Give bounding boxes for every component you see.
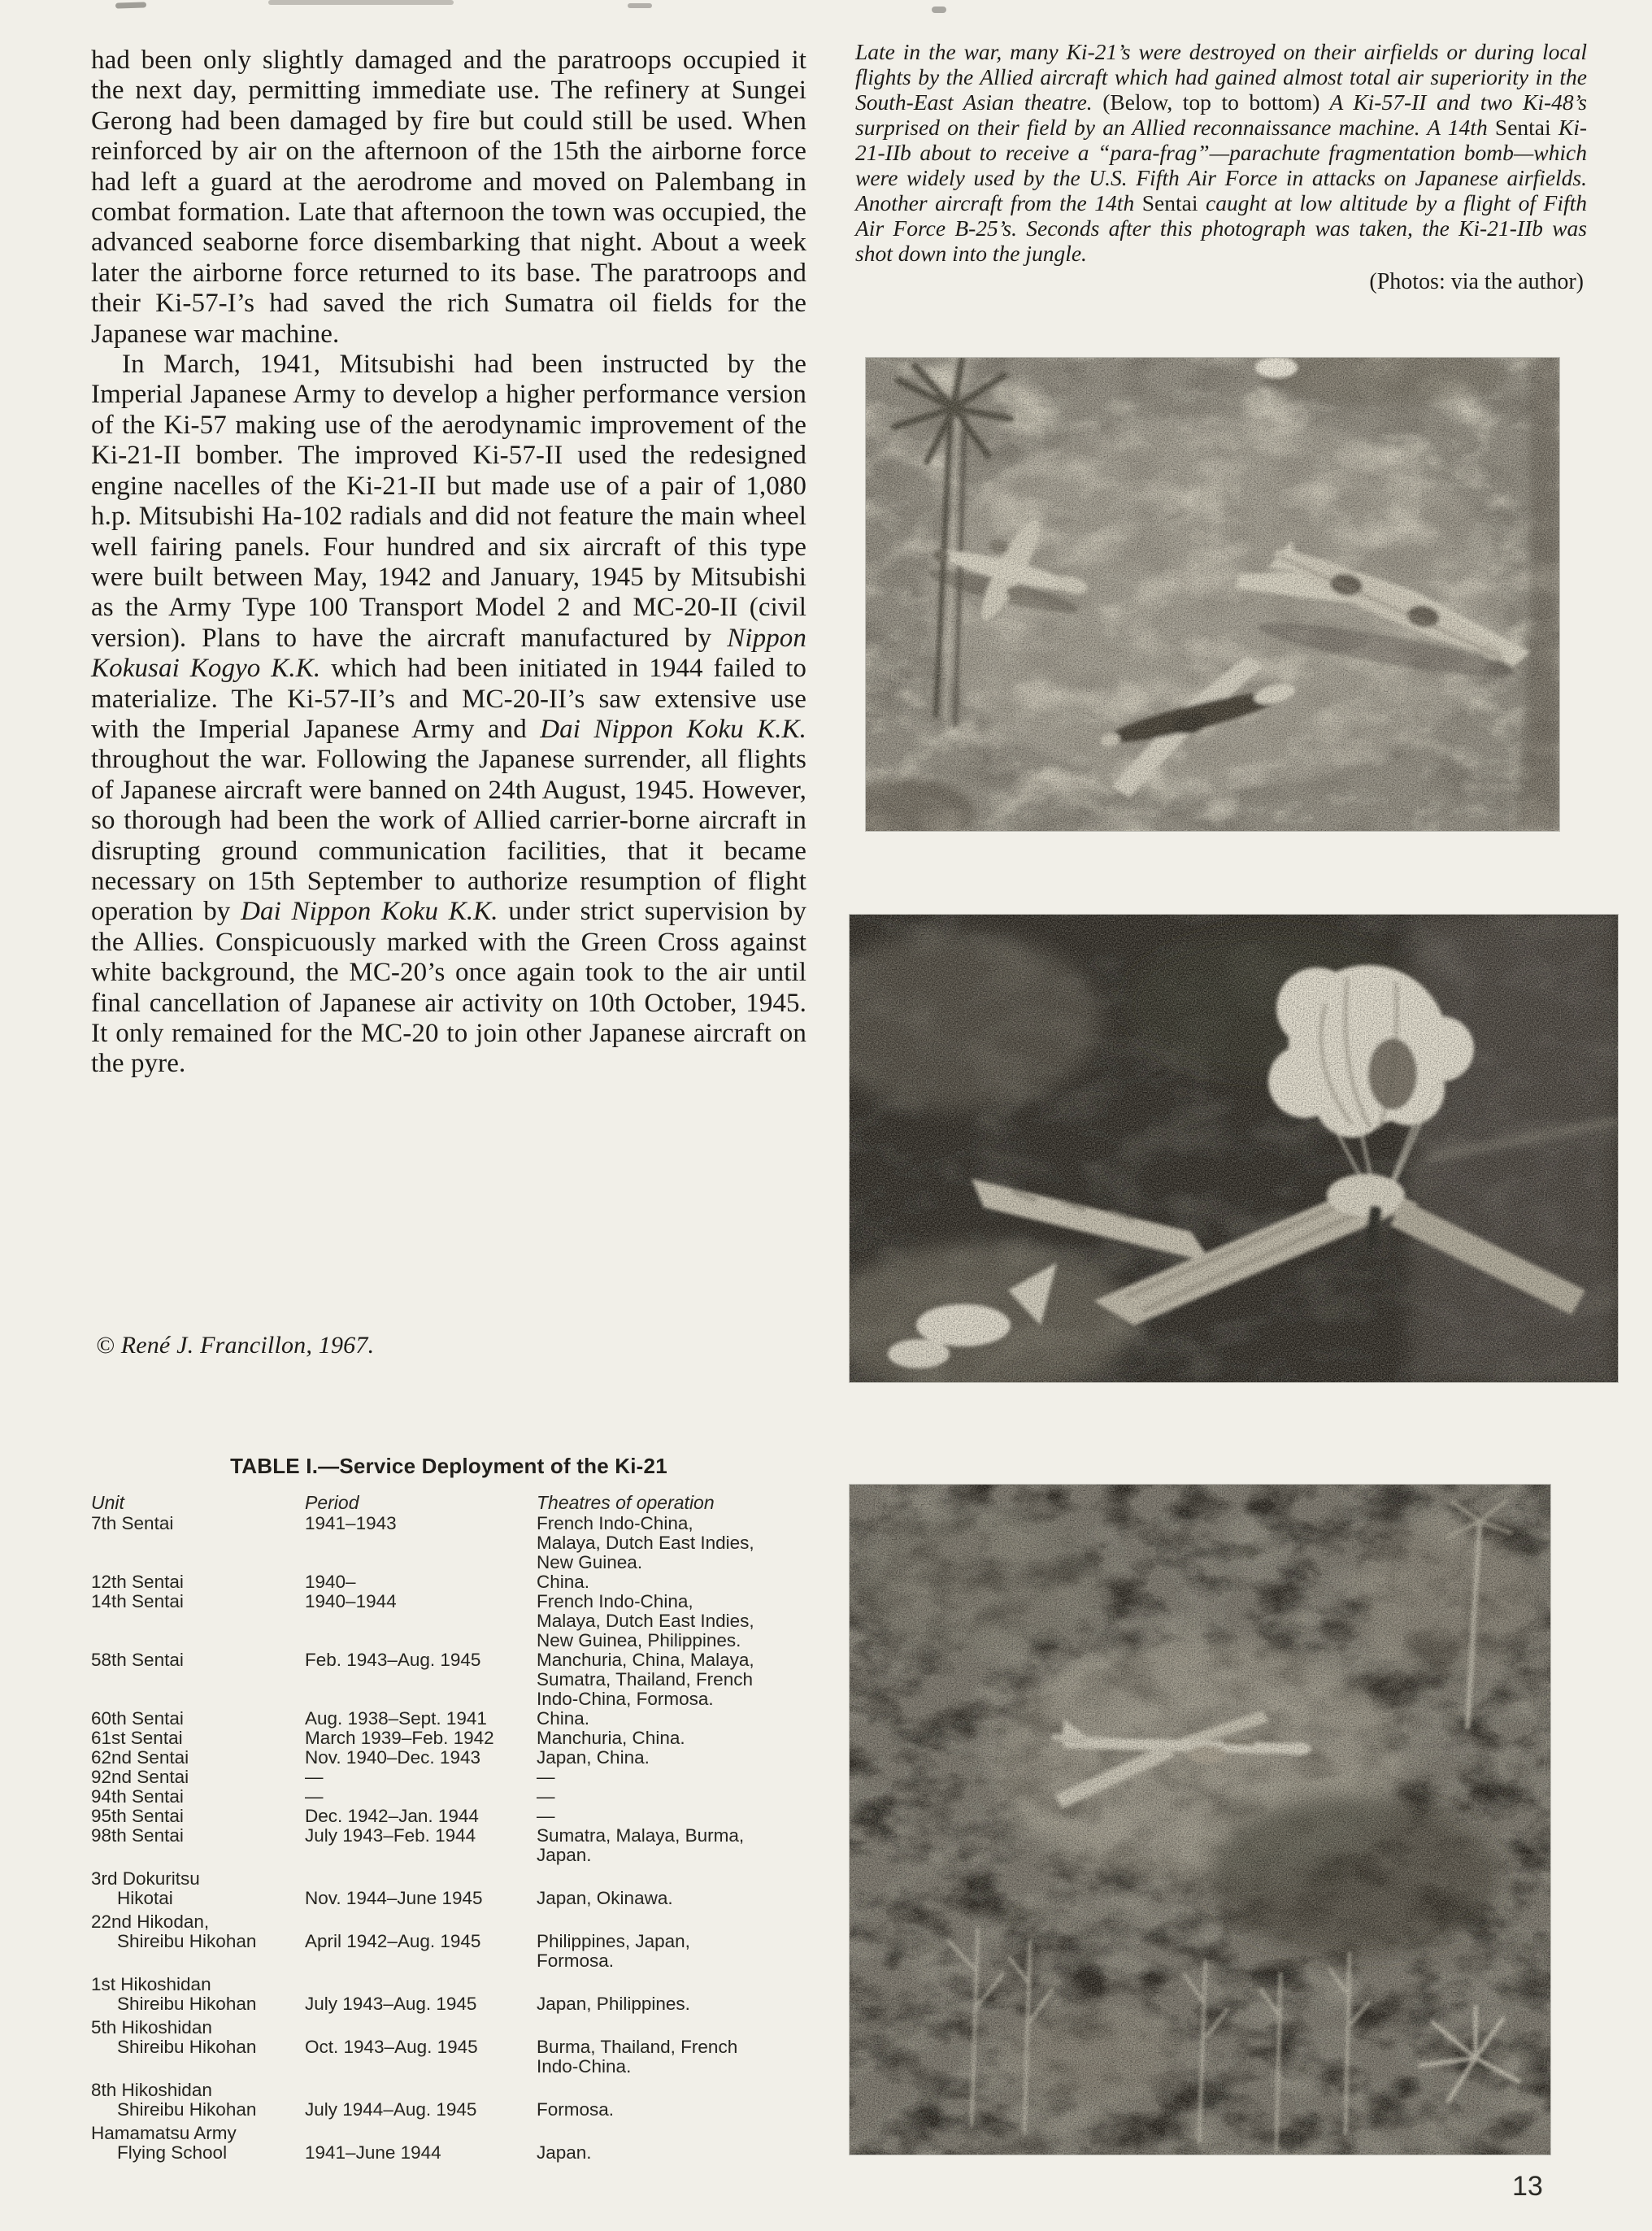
theatre-line: Japan, China. [537, 1747, 650, 1768]
theatres-cell [537, 1932, 806, 1971]
text-segment: Dai Nippon Koku K.K. [540, 714, 807, 744]
text-segment: A Ki-57-II and two Ki-48’s surprised on their field by an Allied reconnaissance machine. A 14th [855, 89, 1587, 140]
text-segment: Dai Nippon Koku K.K. [241, 897, 498, 927]
unit-cell: 5th Hikoshidan [91, 2017, 212, 2037]
theatres-cell [537, 1826, 806, 1865]
scan-artifact [268, 0, 454, 5]
header-unit: Unit [91, 1492, 124, 1513]
scan-artifact [115, 2, 146, 8]
copyright-line: © René J. Francillon, 1967. [96, 1332, 375, 1359]
unit-cell: Hamamatsu Army [91, 2123, 237, 2143]
period-cell: March 1939–Feb. 1942 [305, 1728, 494, 1748]
table-row [91, 1650, 806, 1709]
period-cell: Oct. 1943–Aug. 1945 [305, 2037, 478, 2057]
text-segment: Nippon Kokusai Kogyo K.K. [91, 623, 806, 684]
header-period: Period [305, 1492, 359, 1513]
unit-cell: 98th Sentai [91, 1825, 184, 1846]
theatre-line: French Indo-China, [537, 1591, 693, 1611]
period-cell: Nov. 1940–Dec. 1943 [305, 1747, 480, 1768]
table-body [91, 1514, 806, 2163]
theatre-line: China. [537, 1708, 590, 1729]
theatres-cell [537, 1787, 806, 1807]
service-deployment-table [91, 1454, 806, 2163]
text-segment: In March, 1941, Mitsubishi had been instructed by the Imperial Japanese Army to develop a higher performance version of the Ki-57 making use of the aerodynamic improvement of the Ki-21-II bomber. The improved Ki-57-II used the redesigned engine nacelles of the Ki-21-II but made use of a pair of 1,080 h.p. Mitsubishi Ha-102 radials and did not feature the main wheel well fairing panels. Four hundred and six aircraft of this type were built between May, 1942 and January, 1945 by Mitsubishi as the Army Type 100 Transport Model 2 and MC-20-II (civil version). Plans to have the aircraft manufactured by [91, 350, 806, 653]
table-row [91, 1729, 806, 1748]
theatre-line: — [537, 1806, 555, 1826]
unit-cell: 92nd Sentai [91, 1767, 189, 1787]
unit-cell: 7th Sentai [91, 1513, 174, 1533]
theatre-line: Malaya, Dutch East Indies, [537, 1611, 754, 1631]
unit-cell: Shireibu Hikohan [117, 2037, 257, 2057]
unit-cell: Shireibu Hikohan [117, 2099, 257, 2120]
theatres-cell [537, 1768, 806, 1787]
theatre-line: Formosa. [537, 2099, 615, 2120]
theatre-line: French Indo-China, [537, 1513, 693, 1533]
table-row [91, 2018, 806, 2077]
theatres-cell [537, 2100, 806, 2120]
theatre-line: Indo-China, Formosa. [537, 1689, 714, 1709]
table-row [91, 1787, 806, 1807]
theatre-line: — [537, 1767, 555, 1787]
table-title: TABLE I.—Service Deployment of the Ki-21 [230, 1454, 667, 1478]
period-cell: July 1943–Feb. 1944 [305, 1825, 476, 1846]
theatre-line: Malaya, Dutch East Indies, [537, 1533, 754, 1553]
text-segment: caught at low altitude by a flight of Fifth Air Force B-25’s. Seconds after this photograph was taken, the Ki-21-IIb was shot down into the jungle. [855, 190, 1587, 266]
photo-aircraft-on-airfield [866, 358, 1559, 831]
table-row [91, 2081, 806, 2120]
header-theatres: Theatres of operation [537, 1492, 715, 1513]
theatre-line: Sumatra, Thailand, French [537, 1669, 753, 1690]
theatres-cell [537, 1729, 806, 1748]
theatre-line: New Guinea. [537, 1552, 643, 1572]
table-row [91, 1709, 806, 1729]
table-row [91, 1592, 806, 1650]
photo-parafrag-attack [850, 915, 1618, 1382]
photo-caption [855, 39, 1587, 294]
theatres-cell [537, 2037, 806, 2077]
photo-ki21-over-jungle [850, 1485, 1550, 2155]
theatres-cell [537, 1650, 806, 1709]
period-cell: April 1942–Aug. 1945 [305, 1931, 481, 1951]
theatres-cell [537, 1592, 806, 1650]
unit-cell: Flying School [117, 2142, 228, 2163]
unit-cell: 62nd Sentai [91, 1747, 189, 1768]
period-cell: Aug. 1938–Sept. 1941 [305, 1708, 487, 1729]
table-header-row [91, 1492, 806, 1514]
period-cell: Dec. 1942–Jan. 1944 [305, 1806, 479, 1826]
unit-cell: 14th Sentai [91, 1591, 184, 1611]
theatre-line: Japan, Philippines. [537, 1994, 690, 2014]
period-cell: Nov. 1944–June 1945 [305, 1888, 483, 1908]
theatres-cell [537, 1514, 806, 1572]
table-row [91, 1975, 806, 2014]
unit-cell: 60th Sentai [91, 1708, 184, 1729]
scan-artifact [932, 7, 946, 13]
table-row [91, 1572, 806, 1592]
article-text [91, 46, 806, 1080]
unit-cell: 1st Hikoshidan [91, 1974, 211, 1994]
table-row [91, 1807, 806, 1826]
table-row [91, 2124, 806, 2163]
unit-cell: 12th Sentai [91, 1572, 184, 1592]
theatre-line: Manchuria, China, Malaya, [537, 1650, 754, 1670]
photo-credit: (Photos: via the author) [1369, 269, 1584, 294]
text-segment: (Below, top to bottom) [1102, 89, 1320, 115]
unit-cell: 95th Sentai [91, 1806, 184, 1826]
unit-cell: Shireibu Hikohan [117, 1931, 257, 1951]
theatres-cell [537, 2143, 806, 2163]
period-cell: July 1943–Aug. 1945 [305, 1994, 477, 2014]
unit-cell: 8th Hikoshidan [91, 2080, 212, 2100]
page-number: 13 [1512, 2171, 1543, 2202]
theatre-line: Japan, Okinawa. [537, 1888, 673, 1908]
theatre-line: Manchuria, China. [537, 1728, 685, 1748]
paragraph-1 [91, 46, 806, 350]
unit-cell: 22nd Hikodan, [91, 1911, 210, 1932]
theatres-cell [537, 1994, 806, 2014]
theatre-line: New Guinea, Philippines. [537, 1630, 741, 1650]
theatre-line: Formosa. [537, 1950, 615, 1971]
theatre-line: Japan. [537, 1845, 592, 1865]
theatre-line: Japan. [537, 2142, 592, 2163]
unit-cell: Shireibu Hikohan [117, 1994, 257, 2014]
period-cell: 1941–June 1944 [305, 2142, 441, 2163]
table-row [91, 1514, 806, 1572]
article-column [91, 46, 806, 1080]
text-segment: under strict supervision by the Allies. Conspicuously marked with the Green Cross against white background, the MC-20’s once again took to the air until final cancellation of Japanese air activity on 10th October, 1945. It only remained for the MC-20 to join other Japanese aircraft on the pyre. [91, 897, 807, 1079]
unit-cell: 94th Sentai [91, 1786, 184, 1807]
text-segment: Sentai [1494, 115, 1551, 140]
theatre-line: Sumatra, Malaya, Burma, [537, 1825, 745, 1846]
theatres-cell [537, 1807, 806, 1826]
unit-cell: 58th Sentai [91, 1650, 184, 1670]
period-cell: 1940–1944 [305, 1591, 397, 1611]
text-segment: Sentai [1141, 190, 1198, 215]
period-cell: — [305, 1767, 324, 1787]
caption-text [855, 39, 1587, 266]
period-cell: Feb. 1943–Aug. 1945 [305, 1650, 481, 1670]
unit-cell: Hikotai [117, 1888, 173, 1908]
paragraph-2 [91, 350, 806, 1080]
scan-artifact [628, 3, 652, 8]
theatres-cell [537, 1709, 806, 1729]
theatre-line: Burma, Thailand, French [537, 2037, 738, 2057]
unit-cell: 61st Sentai [91, 1728, 183, 1748]
table-row [91, 1869, 806, 1908]
text-segment: Ki-21-IIb about to receive a “para-frag”—parachute fragmentation bomb—which were widely used by the U.S. Fifth Air Force in attacks on Japanese airfields. Another aircraft from the 14th [855, 115, 1588, 215]
table-row [91, 1768, 806, 1787]
text-segment: Late in the war, many Ki-21’s were destroyed on their airfields or during local flights by the Allied aircraft which had gained almost total air superiority in the South-East Asian theatre. [855, 39, 1587, 115]
text-segment: had been only slightly damaged and the paratroops occupied it the next day, permitting immediate use. The refinery at Sungei Gerong had been damaged by fire but could still be used. When reinforced by air on the afternoon of the 15th the airborne force had left a guard at the aerodrome and moved on Palembang in combat formation. Late that afternoon the town was occupied, the advanced seaborne force disembarking that night. About a week later the airborne force returned to its base. The paratroops and their Ki-57-I’s had saved the rich Sumatra oil fields for the Japanese war machine. [91, 46, 806, 349]
theatres-cell [537, 1748, 806, 1768]
theatres-cell [537, 1572, 806, 1592]
theatres-cell [537, 1889, 806, 1908]
unit-cell: 3rd Dokuritsu [91, 1868, 200, 1889]
theatre-line: — [537, 1786, 555, 1807]
period-cell: 1940– [305, 1572, 356, 1592]
theatre-line: Philippines, Japan, [537, 1931, 690, 1951]
period-cell: — [305, 1786, 324, 1807]
text-segment: which had been initiated in 1944 failed to materialize. The Ki-57-II’s and MC-20-II’s saw extensive use with the Imperial Japanese Army and [91, 654, 807, 744]
text-segment: throughout the war. Following the Japanese surrender, all flights of Japanese aircraft were banned on 24th August, 1945. However, so thorough had been the work of Allied carrier-borne aircraft in disrupting ground communication facilities, that it became necessary on 15th September to authorize resumption of flight operation by [91, 745, 806, 927]
theatre-line: China. [537, 1572, 590, 1592]
period-cell: 1941–1943 [305, 1513, 397, 1533]
table-row [91, 1748, 806, 1768]
period-cell: July 1944–Aug. 1945 [305, 2099, 477, 2120]
table-row [91, 1826, 806, 1865]
table-row [91, 1912, 806, 1971]
theatre-line: Indo-China. [537, 2056, 632, 2077]
